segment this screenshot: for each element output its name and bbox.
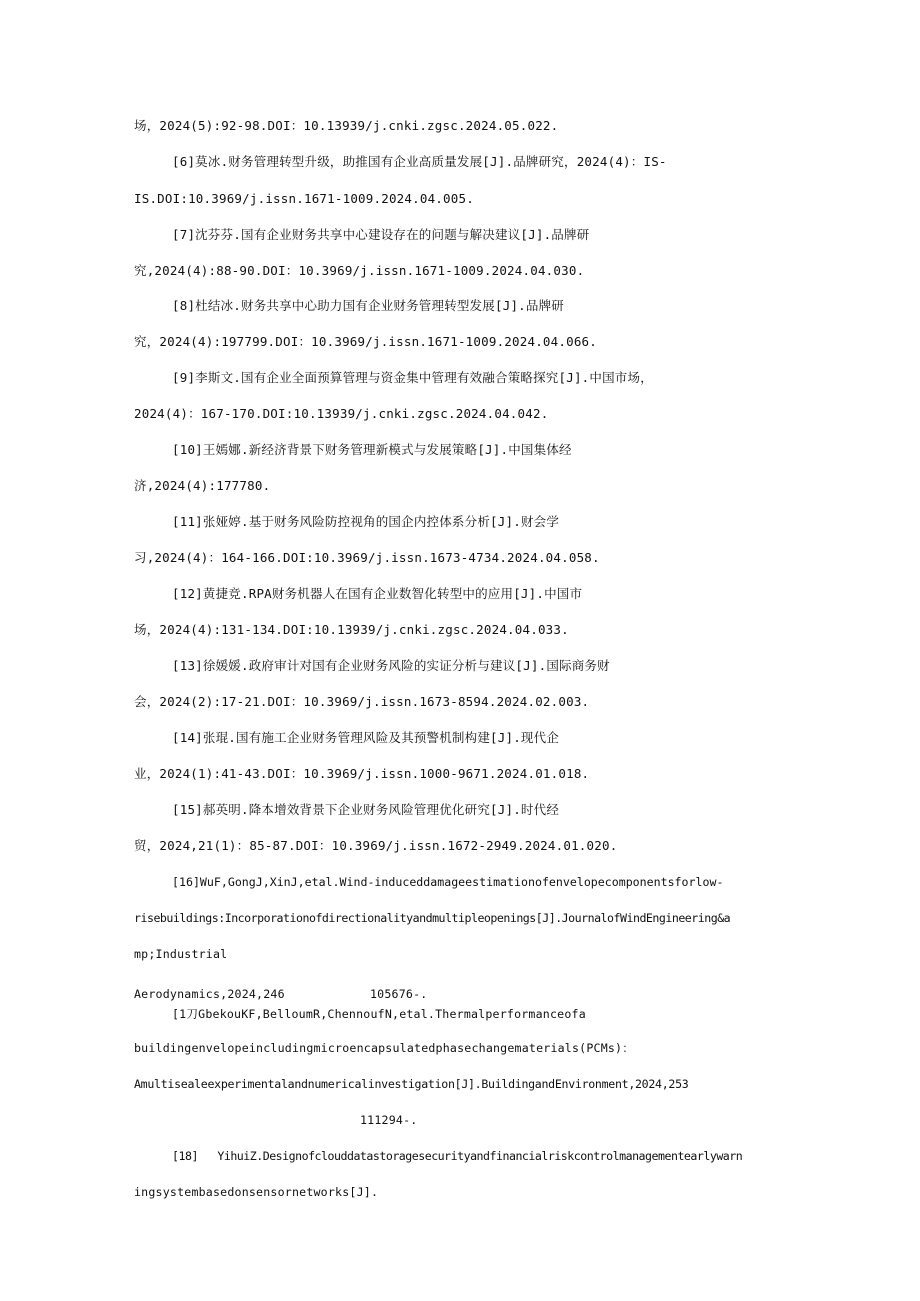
ref7-line-1: [7]沈芬芬.国有企业财务共享中心建设存在的问题与解决建议[J].品牌研 [172, 227, 590, 242]
ref16-line-2: risebuildings:Incorporationofdirectionalityandmultipleopenings[J].JournalofWindEngineering&a [134, 911, 731, 925]
ref10-line-1: [10]王嫣娜.新经济背景下财务管理新模式与发展策略[J].中国集体经 [172, 442, 572, 457]
ref11-line-2: 习,2024(4)：164-166.DOI:10.3969/j.issn.1673-4734.2024.04.058. [134, 550, 600, 565]
ref18-line-2: ingsystembasedonsensornetworks[J]. [134, 1185, 379, 1199]
ref10-line-2: 济,2024(4):177780. [134, 478, 271, 493]
ref5-line-2: 场，2024(5):92-98.DOI：10.13939/j.cnki.zgsc.2024.05.022. [134, 118, 559, 133]
ref13-line-1: [13]徐媛媛.政府审计对国有企业财务风险的实证分析与建议[J].国际商务财 [172, 658, 610, 673]
ref17-line-4: 111294-. [360, 1113, 418, 1127]
ref11-line-1: [11]张娅婷.基于财务风险防控视角的国企内控体系分析[J].财会学 [172, 514, 560, 529]
ref12-line-1: [12]黄捷竞.RPA财务机器人在国有企业数智化转型中的应用[J].中国市 [172, 586, 583, 601]
ref15-line-2: 贸，2024,21(1)：85-87.DOI：10.3969/j.issn.1672-2949.2024.01.020. [134, 838, 618, 853]
ref17-line-2: buildingenvelopeincludingmicroencapsulatedphasechangematerials(PCMs)： [134, 1041, 635, 1055]
ref16-line-3: mp;Industrial [134, 947, 228, 961]
ref6-line-1: [6]莫冰.财务管理转型升级，助推国有企业高质量发展[J].品牌研究，2024(4)：IS- [172, 154, 667, 169]
ref14-line-1: [14]张琨.国有施工企业财务管理风险及其预警机制构建[J].现代企 [172, 730, 560, 745]
ref14-line-2: 业，2024(1):41-43.DOI：10.3969/j.issn.1000-9671.2024.01.018. [134, 766, 590, 781]
ref9-line-1: [9]李斯文.国有企业全面预算管理与资金集中管理有效融合策略探究[J].中国市场， [172, 370, 653, 385]
ref7-line-2: 究,2024(4):88-90.DOI：10.3969/j.issn.1671-1009.2024.04.030. [134, 263, 585, 278]
ref13-line-2: 会，2024(2):17-21.DOI：10.3969/j.issn.1673-8594.2024.02.003. [134, 694, 590, 709]
ref8-line-2: 究，2024(4):197799.DOI：10.3969/j.issn.1671-1009.2024.04.066. [134, 334, 598, 349]
ref16-line-4: Aerodynamics,2024,246 [134, 987, 285, 1001]
ref12-line-2: 场，2024(4):131-134.DOI:10.13939/j.cnki.zgsc.2024.04.033. [134, 622, 569, 637]
ref16-line-5: 105676-. [370, 987, 428, 1001]
ref17-line-3: Amultisealeexperimentalandnumericalinvestigation[J].BuildingandEnvironment,2024,253 [134, 1077, 689, 1091]
ref18-line-1: [18] YihuiZ.Designofclouddatastoragesecurityandfinancialriskcontrolmanagementearlywarn [172, 1149, 743, 1163]
ref9-line-2: 2024(4)：167-170.DOI:10.13939/j.cnki.zgsc.2024.04.042. [134, 406, 549, 421]
ref8-line-1: [8]杜结冰.财务共享中心助力国有企业财务管理转型发展[J].品牌研 [172, 298, 565, 313]
ref15-line-1: [15]郝英明.降本增效背景下企业财务风险管理优化研究[J].时代经 [172, 802, 560, 817]
ref6-line-2: IS.DOI:10.3969/j.issn.1671-1009.2024.04.005. [134, 191, 474, 206]
ref16-line-1: [16]WuF,GongJ,XinJ,etal.Wind-induceddamageestimationofenvelopecomponentsforlow- [172, 875, 724, 889]
ref17-line-1: [1刀GbekouKF,BelloumR,ChennoufN,etal.Thermalperformanceofa [172, 1007, 586, 1021]
